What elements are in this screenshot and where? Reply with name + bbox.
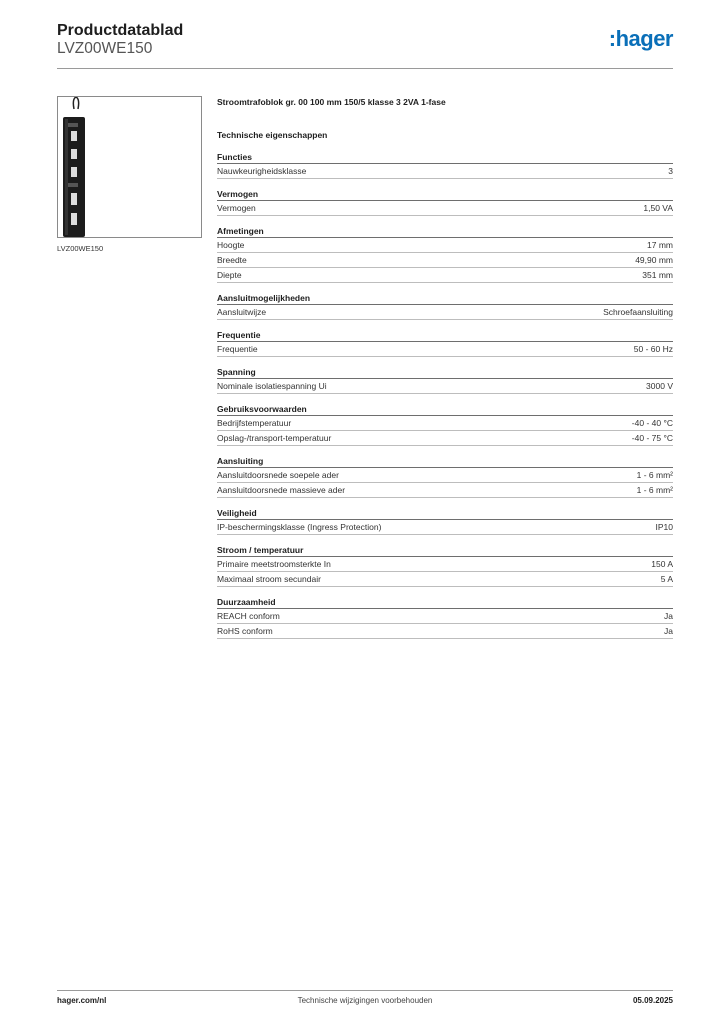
spec-label: REACH conform bbox=[217, 611, 280, 621]
spec-value: 50 - 60 Hz bbox=[633, 344, 673, 354]
section-heading: Technische eigenschappen bbox=[217, 130, 328, 140]
spec-label: Diepte bbox=[217, 270, 242, 280]
footer-website[interactable]: hager.com/nl bbox=[57, 996, 107, 1005]
spec-group bbox=[217, 507, 673, 535]
spec-groups bbox=[217, 151, 673, 639]
footer-date: 05.09.2025 bbox=[632, 996, 673, 1005]
spec-label: Breedte bbox=[217, 255, 247, 265]
spec-group bbox=[217, 292, 673, 320]
spec-group-title: Aansluiting bbox=[217, 455, 673, 468]
spec-value: 17 mm bbox=[647, 240, 673, 250]
spec-label: Nauwkeurigheidsklasse bbox=[217, 166, 307, 176]
spec-value: -40 - 40 °C bbox=[631, 418, 673, 428]
spec-group bbox=[217, 366, 673, 394]
page-title: Productdatablad bbox=[57, 22, 184, 39]
spec-row bbox=[217, 483, 673, 498]
spec-label: Vermogen bbox=[217, 203, 256, 213]
spec-group-title: Vermogen bbox=[217, 188, 673, 201]
spec-row bbox=[217, 468, 673, 483]
spec-group-title: Functies bbox=[217, 151, 673, 164]
spec-group bbox=[217, 596, 673, 639]
spec-label: Aansluitwijze bbox=[217, 307, 267, 317]
spec-value: Ja bbox=[664, 611, 673, 621]
spec-value: 1 - 6 mm² bbox=[636, 485, 673, 495]
spec-label: Maximaal stroom secundair bbox=[217, 574, 321, 584]
spec-group bbox=[217, 329, 673, 357]
spec-group bbox=[217, 403, 673, 446]
spec-group-title: Frequentie bbox=[217, 329, 673, 342]
spec-row bbox=[217, 268, 673, 283]
spec-label: Frequentie bbox=[217, 344, 258, 354]
spec-row bbox=[217, 416, 673, 431]
spec-row bbox=[217, 305, 673, 320]
spec-row bbox=[217, 201, 673, 216]
spec-row bbox=[217, 609, 673, 624]
spec-row bbox=[217, 572, 673, 587]
spec-row bbox=[217, 342, 673, 357]
spec-content bbox=[217, 96, 673, 639]
spec-row bbox=[217, 624, 673, 639]
spec-value: 3000 V bbox=[646, 381, 673, 391]
spec-row bbox=[217, 557, 673, 572]
spec-group bbox=[217, 151, 673, 179]
spec-value: -40 - 75 °C bbox=[631, 433, 673, 443]
spec-label: Bedrijfstemperatuur bbox=[217, 418, 292, 428]
spec-group-title: Aansluitmogelijkheden bbox=[217, 292, 673, 305]
spec-group-title: Duurzaamheid bbox=[217, 596, 673, 609]
spec-row bbox=[217, 253, 673, 268]
spec-value: 1 - 6 mm² bbox=[636, 470, 673, 480]
spec-value: 351 mm bbox=[642, 270, 673, 280]
spec-group bbox=[217, 544, 673, 587]
spec-value: 5 A bbox=[660, 574, 673, 584]
spec-group-title: Stroom / temperatuur bbox=[217, 544, 673, 557]
spec-label: Opslag-/transport-temperatuur bbox=[217, 433, 332, 443]
current-transformer-block-image bbox=[58, 97, 201, 237]
footer-disclaimer: Technische wijzigingen voorbehouden bbox=[297, 996, 433, 1005]
header-divider bbox=[57, 68, 673, 69]
spec-group-title: Gebruiksvoorwaarden bbox=[217, 403, 673, 416]
spec-row bbox=[217, 520, 673, 535]
spec-value: IP10 bbox=[655, 522, 673, 532]
spec-label: IP-beschermingsklasse (Ingress Protection) bbox=[217, 522, 382, 532]
spec-group bbox=[217, 455, 673, 498]
spec-row bbox=[217, 164, 673, 179]
product-description: Stroomtrafoblok gr. 00 100 mm 150/5 klasse 3 2VA 1-fase bbox=[217, 97, 446, 107]
product-code: LVZ00WE150 bbox=[57, 40, 153, 57]
product-image bbox=[57, 96, 202, 238]
footer-divider bbox=[57, 990, 673, 991]
spec-row bbox=[217, 379, 673, 394]
spec-label: Nominale isolatiespanning Ui bbox=[217, 381, 327, 391]
spec-value: Ja bbox=[664, 626, 673, 636]
page-header bbox=[57, 22, 673, 68]
hager-logo: :hager bbox=[608, 26, 673, 51]
spec-group bbox=[217, 188, 673, 216]
spec-group-title: Spanning bbox=[217, 366, 673, 379]
spec-label: RoHS conform bbox=[217, 626, 273, 636]
spec-label: Aansluitdoorsnede soepele ader bbox=[217, 470, 339, 480]
spec-value: Schroefaansluiting bbox=[603, 307, 673, 317]
spec-value: 1,50 VA bbox=[643, 203, 673, 213]
spec-group-title: Afmetingen bbox=[217, 225, 673, 238]
spec-group-title: Veiligheid bbox=[217, 507, 673, 520]
spec-value: 3 bbox=[668, 166, 673, 176]
spec-row bbox=[217, 238, 673, 253]
spec-group bbox=[217, 225, 673, 283]
spec-value: 49,90 mm bbox=[635, 255, 673, 265]
spec-label: Aansluitdoorsnede massieve ader bbox=[217, 485, 346, 495]
spec-row bbox=[217, 431, 673, 446]
spec-value: 150 A bbox=[651, 559, 673, 569]
spec-label: Hoogte bbox=[217, 240, 245, 250]
spec-label: Primaire meetstroomsterkte In bbox=[217, 559, 331, 569]
page-footer bbox=[57, 996, 673, 1010]
image-caption: LVZ00WE150 bbox=[57, 244, 104, 253]
